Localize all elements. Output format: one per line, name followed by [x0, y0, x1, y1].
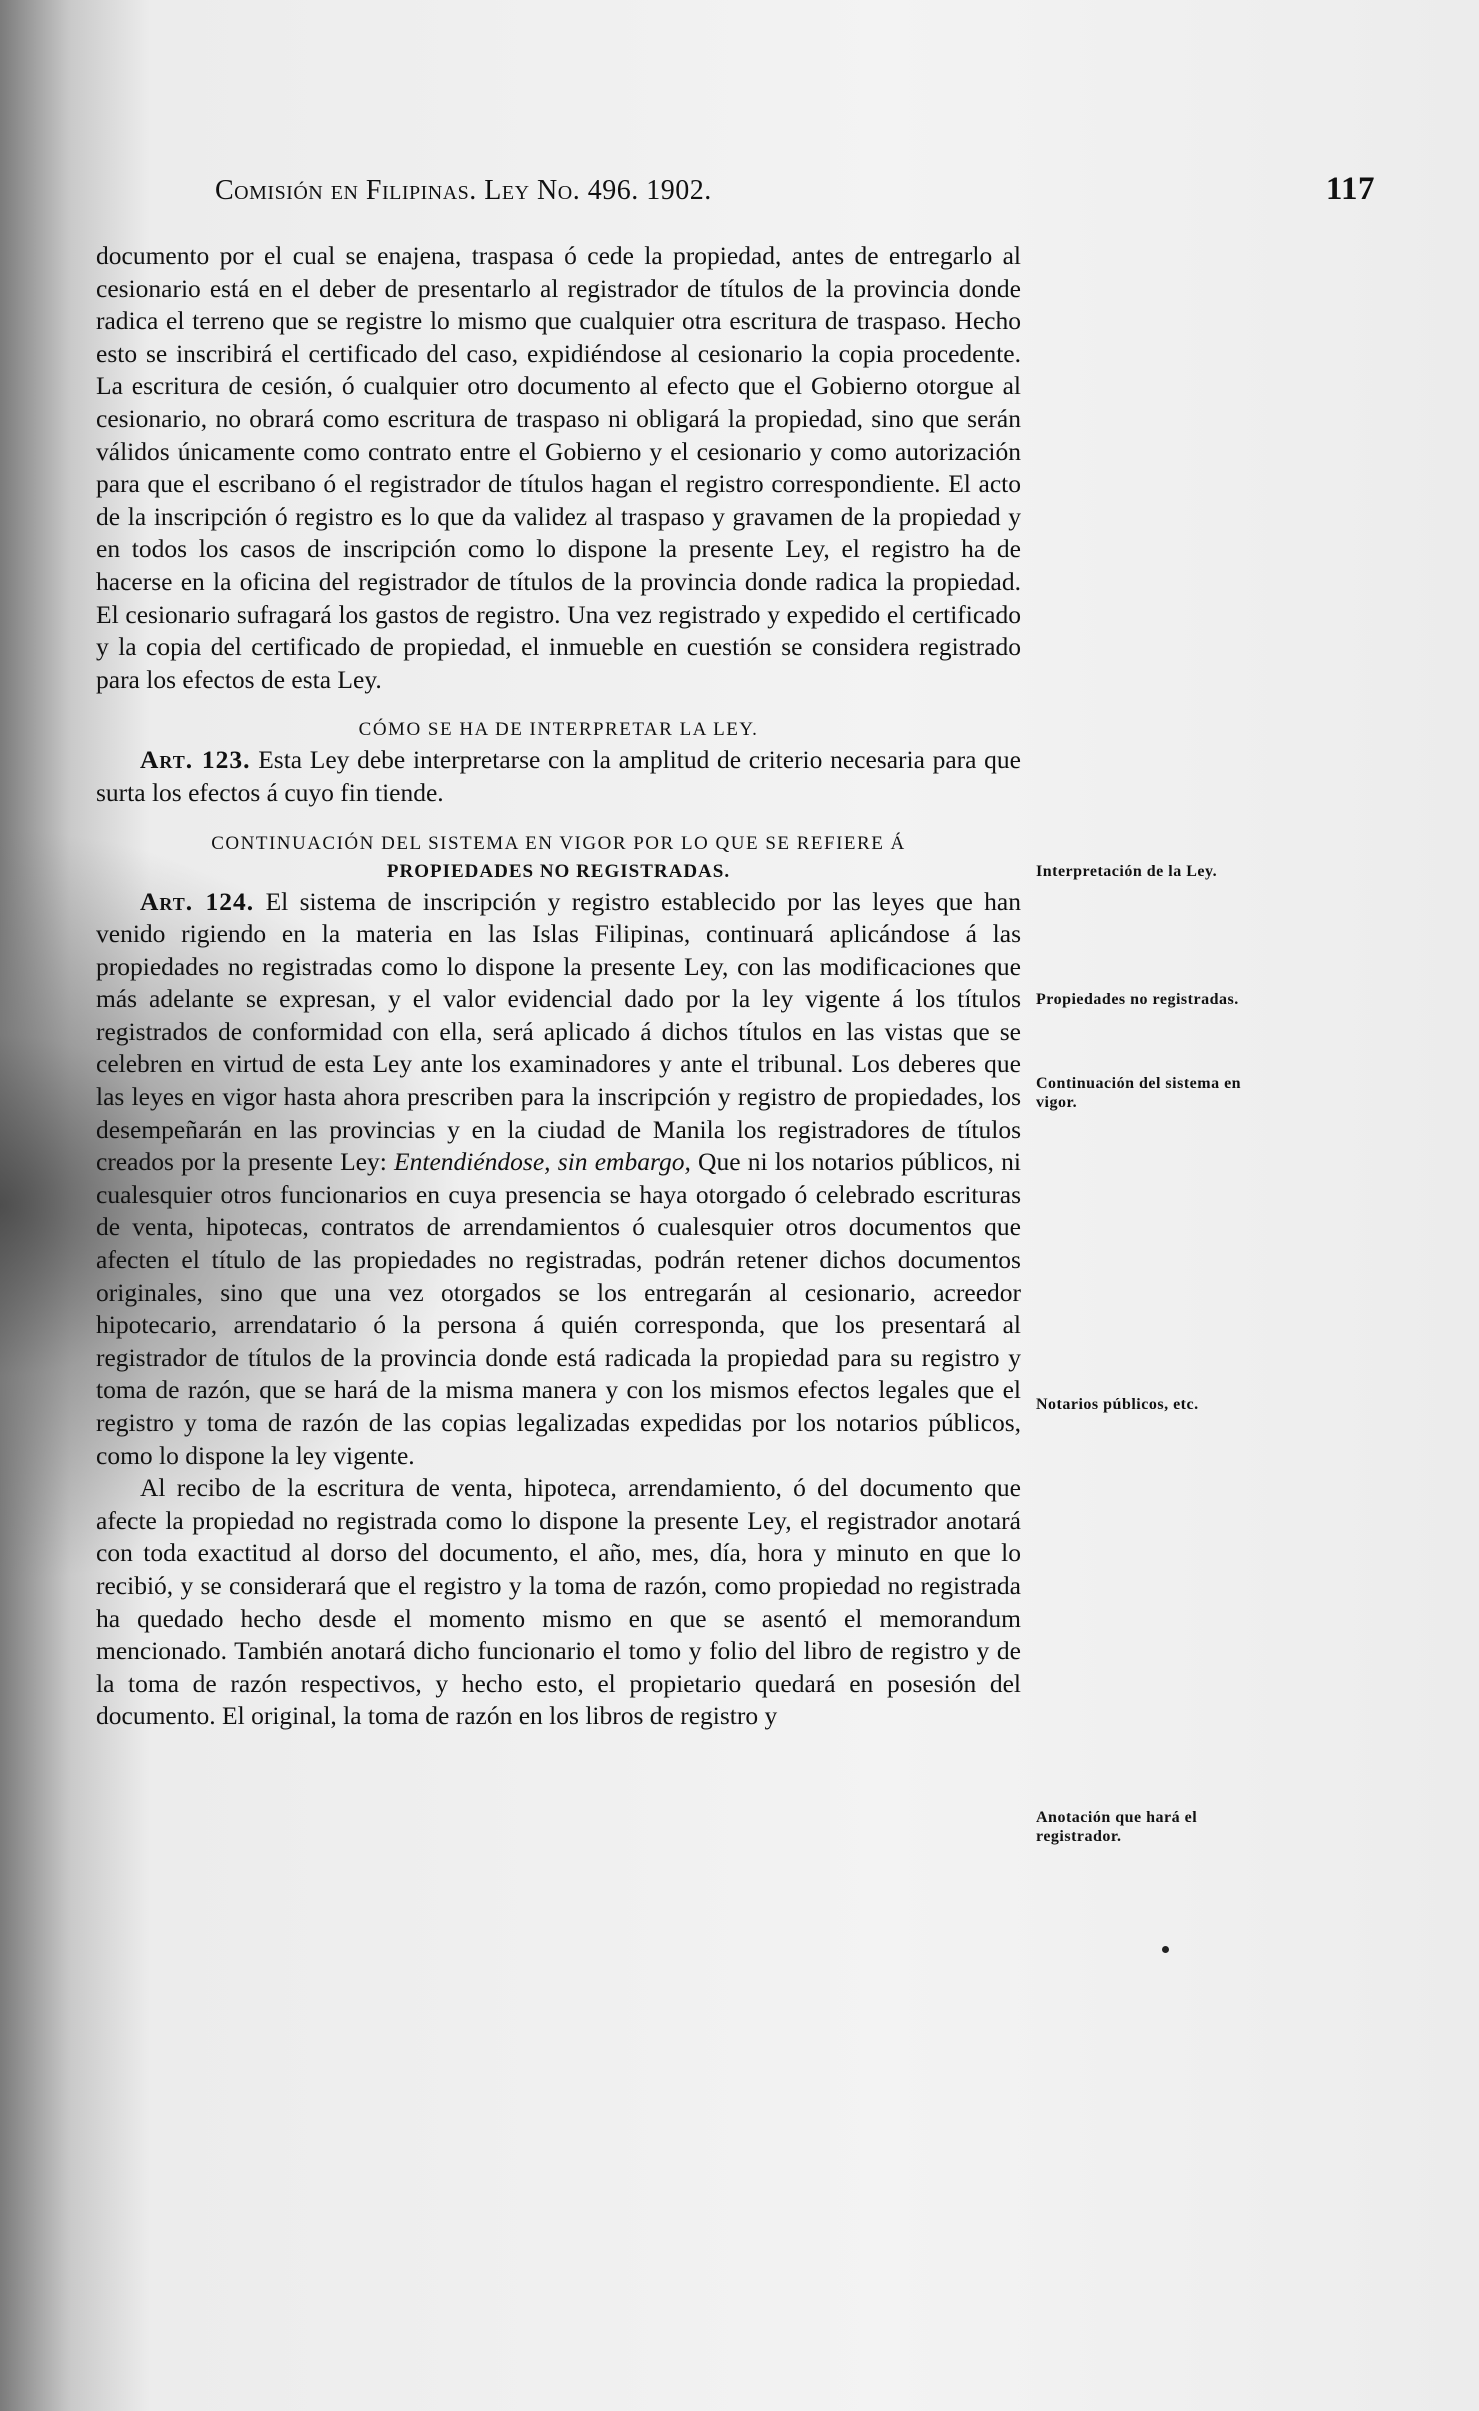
margin-note-continuacion: Continuación del sistema en vigor.	[1036, 1075, 1242, 1111]
article-124-text: El sistema de inscripción y registro establecido por las leyes que han venido rigiendo en la materia en las Islas Filipinas, continuará aplicándose á las propiedades no registradas como lo dispone la presente Ley, con las modificaciones que más adelante se expresan, y el valor evidencial dado por la ley vigente á los títulos registrados de conformidad con ella, será aplicado á dichos títulos en las vistas que se celebren en virtud de esta Ley ante los examinadores y ante el tribunal. Los deberes que las leyes en vigor hasta ahora prescriben para la inscripción y registro de propiedades, los desempeñarán en las provincias y en la ciudad de Manila los registradores de títulos creados por la presente Ley:	[96, 886, 1021, 1177]
margin-note-propiedades: Propiedades no registradas.	[1036, 991, 1239, 1008]
section-heading-interpretacion: CÓMO SE HA DE INTERPRETAR LA LEY.	[358, 719, 759, 741]
margin-note-anotacion: Anotación que hará el registrador.	[1036, 1809, 1198, 1845]
section-heading-continuacion-sub	[96, 858, 1021, 886]
paragraph-continuation: documento por el cual se enajena, traspasa ó cede la propiedad, antes de entregarlo al cesionario está en el deber de presentarlo al registrador de títulos de la provincia donde radica el terreno que se registre lo mismo que cualquier otra escritura de traspaso. Hecho esto se inscribirá el certificado del caso, expidiéndose al cesionario la copia procedente. La escritura de cesión, ó cualquier otro documento al efecto que el Gobierno otorgue al cesionario, no obrará como escritura de traspaso ni obligará la propiedad, sino que serán válidos únicamente como contrato entre el Gobierno y el cesionario y como autorización para que el escribano ó el registrador de títulos hagan el registro correspondiente. El acto de la inscripción ó registro es lo que da validez al traspaso y gravamen de la propiedad y en todos los casos de inscripción como lo dispone la presente Ley, el registro ha de hacerse en la oficina del registrador de títulos de la provincia donde radica la propiedad. El cesionario sufragará los gastos de registro. Una vez registrado y expedido el certificado y la copia del certificado de propiedad, el inmueble en cuestión se considera registrado para los efectos de esta Ley.	[96, 241, 1021, 694]
article-123-label: Art. 123.	[140, 745, 251, 775]
section-heading-continuacion	[96, 830, 1021, 858]
ink-speck	[1162, 1946, 1169, 1953]
article-124	[96, 886, 1021, 1473]
page-number: 117	[1325, 171, 1375, 207]
article-124-italic: Entendiéndose, sin embargo,	[394, 1147, 691, 1177]
page-header	[215, 171, 1375, 215]
margin-note-interpretacion: Interpretación de la Ley.	[1036, 863, 1218, 880]
article-124-text-2: Que ni los notarios públicos, ni cualesquier otros funcionarios en cuya presencia se haya otorgado ó celebrado escrituras de venta, hipotecas, contratos de arrendamientos ó cualesquier otros documentos que afecten el título de las propiedades no registradas, podrán retener dichos documentos originales, sino que una vez otorgados se los entregarán al cesionario, acreedor hipotecario, arrendatario ó la persona á quién corresponda, que los presentará al registrador de títulos de la provincia donde está radicada la propiedad para su registro y toma de razón, que se hará de la misma manera y con los mismos efectos legales que el registro y toma de razón de las copias legalizadas expedidas por los notarios públicos, como lo dispone la ley vigente.	[96, 1147, 1021, 1470]
section-heading-continuacion-line1: CONTINUACIÓN DEL SISTEMA EN VIGOR POR LO QUE SE REFIERE Á	[211, 832, 906, 854]
section-heading-continuacion-line2: PROPIEDADES NO REGISTRADAS.	[386, 860, 731, 882]
article-123-text: Esta Ley debe interpretarse con la amplitud de criterio necesaria para que surta los efectos á cuyo fin tiende.	[96, 745, 1022, 807]
margin-note-notarios: Notarios públicos, etc.	[1036, 1396, 1199, 1413]
article-123	[96, 744, 1021, 809]
body-text	[96, 240, 1021, 1733]
article-124-label: Art. 124.	[140, 886, 255, 916]
running-title: Comisión en Filipinas. Ley No. 496. 1902.	[215, 175, 712, 206]
paragraph-anotacion: Al recibo de la escritura de venta, hipoteca, arrendamiento, ó del documento que afecte la propiedad no registrada como lo dispone la presente Ley, el registrador anotará con toda exactitud al dorso del documento, el año, mes, día, hora y minuto en que lo recibió, y se considerará que el registro y la toma de razón, como propiedad no registrada ha quedado hecho desde el momento mismo en que se asentó el memorandum mencionado. También anotará dicho funcionario el tomo y folio del libro de registro y de la toma de razón respectivos, y hecho esto, el propietario quedará en posesión del documento. El original, la toma de razón en los libros de registro y	[96, 1473, 1021, 1731]
